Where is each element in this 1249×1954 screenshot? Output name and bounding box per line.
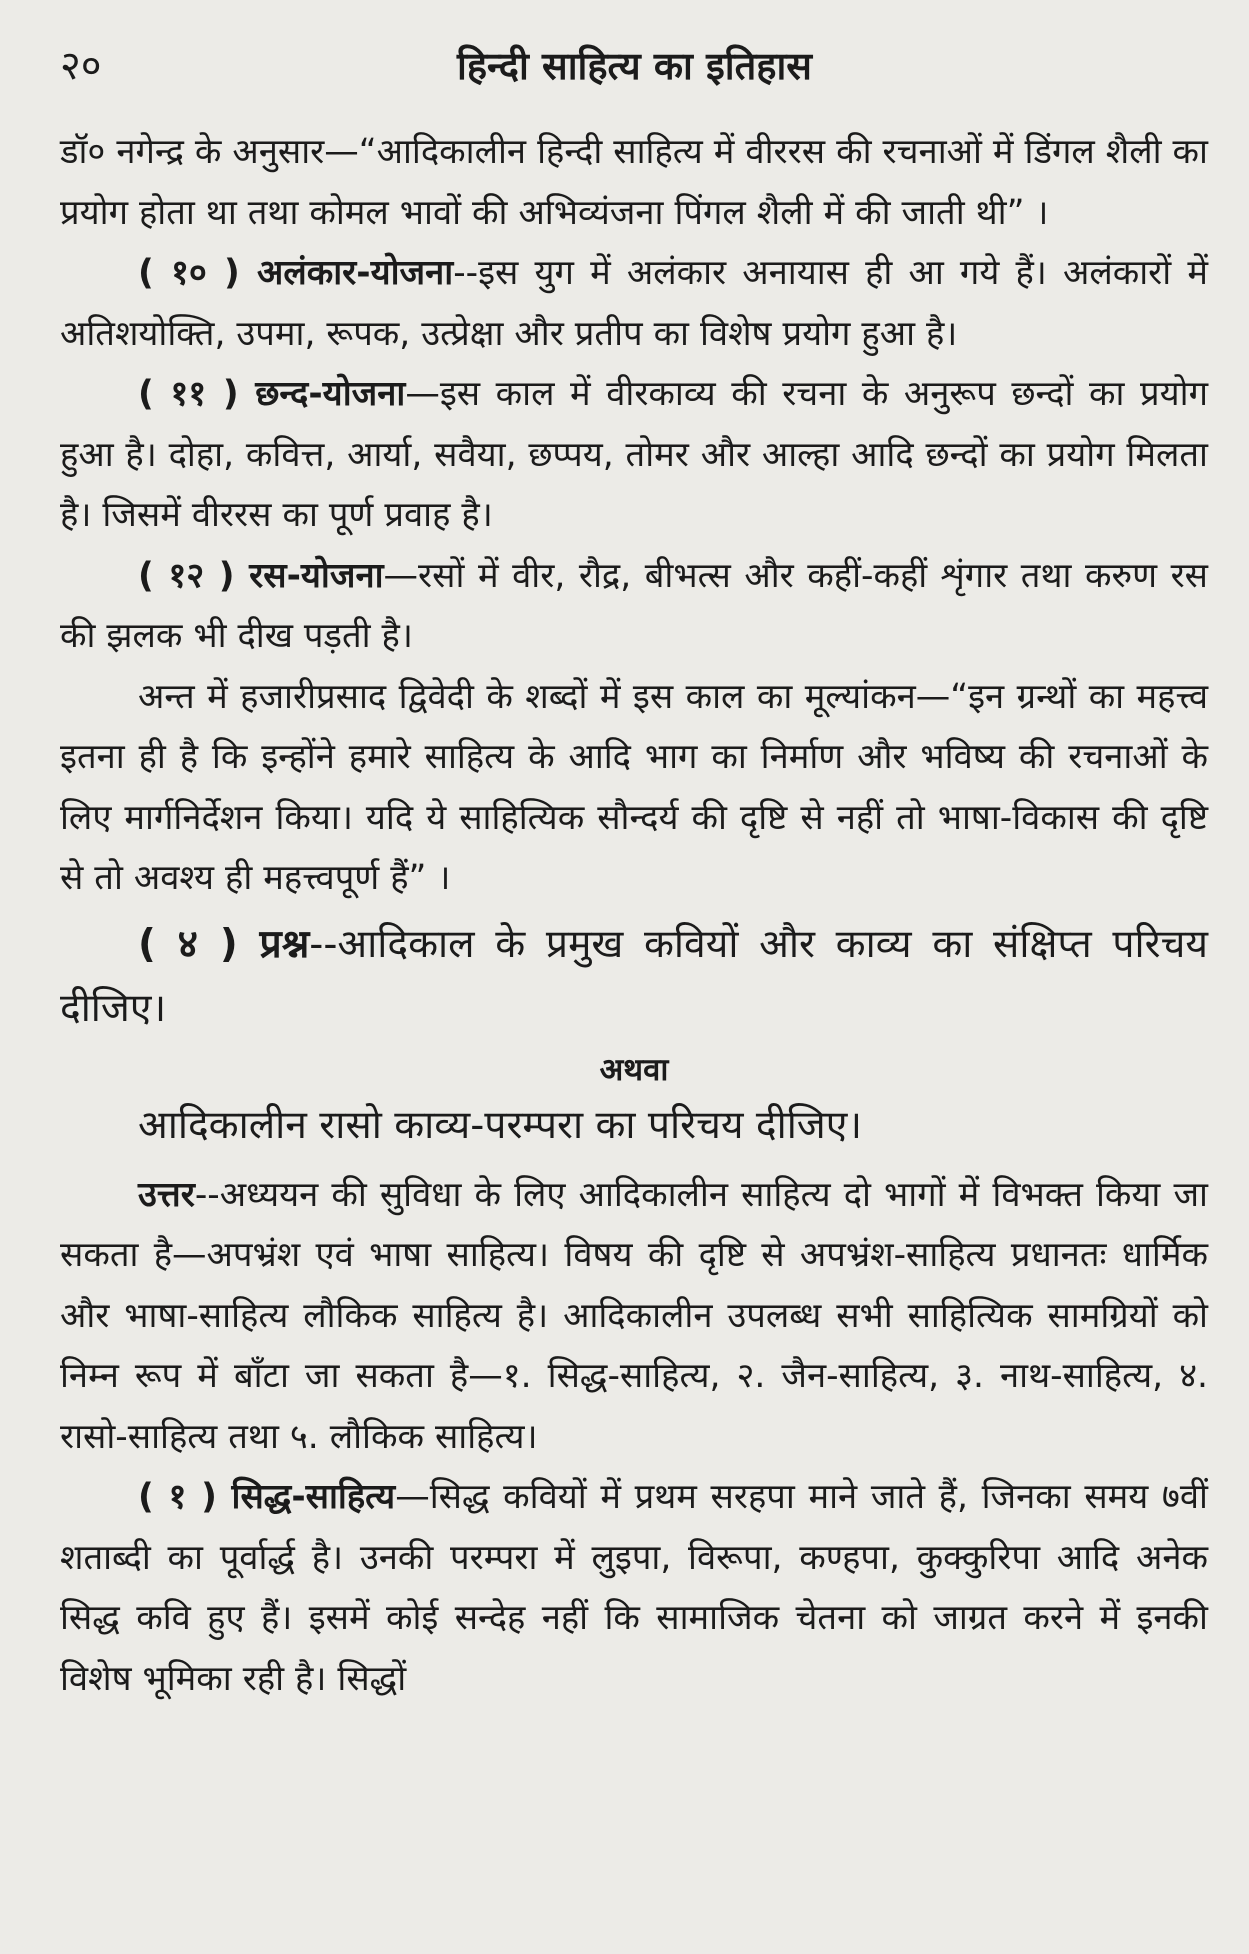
paragraph-alankar-yojana [60, 243, 1208, 364]
answer-paragraph [60, 1165, 1208, 1468]
section-heading-siddh: ( १ ) सिद्ध-साहित्य [138, 1477, 396, 1517]
question-4 [60, 913, 1208, 1041]
paragraph-chhand-yojana [60, 364, 1208, 546]
alternate-question: आदिकालीन रासो काव्य-परम्परा का परिचय दीजिए। [138, 1102, 863, 1148]
paragraph-text: डॉ० नगेन्द्र के अनुसार—“आदिकालीन हिन्दी साहित्य में वीररस की रचनाओं में डिंगल शैली का प्रयोग होता था तथा कोमल भावों की अभिव्यंजना पिंगल शैली में की जाती थी” । [60, 132, 1208, 233]
section-heading-ras: ( १२ ) रस-योजना [138, 555, 384, 596]
paragraph-ras-yojana [60, 546, 1208, 667]
paragraph-text: —सिद्ध कवियों में प्रथम सरहपा माने जाते हैं, जिनका समय ७वीं शताब्दी का पूर्वार्द्ध है। उनकी परम्परा में लुइपा, विरूपा, कण्हपा, कुक्कुरिपा आदि अनेक सिद्ध कवि हुए हैं। इसमें कोई सन्देह नहीं कि सामाजिक चेतना को जाग्रत करने में इनकी विशेष भूमिका रही है। सिद्धों [60, 1477, 1208, 1699]
section-heading-alankar: ( १० ) अलंकार-योजना [138, 253, 454, 293]
question-label: ( ४ ) प्रश्न [138, 921, 310, 967]
question-text: --आदिकाल के प्रमुख कवियों और काव्य का संक्षिप्त परिचय दीजिए। [60, 921, 1208, 1031]
running-title: हिन्दी साहित्य का इतिहास [457, 44, 812, 88]
page-header [60, 36, 1209, 96]
answer-label: उत्तर [138, 1174, 195, 1215]
body-text [60, 122, 1208, 1709]
athava-separator: अथवा [599, 1051, 669, 1088]
paragraph-text: —इस काल में वीरकाव्य की रचना के अनुरूप छन्दों का प्रयोग हुआ है। दोहा, कवित्त, आर्या, सवैया, छप्पय, तोमर और आल्हा आदि छन्दों का प्रयोग मिलता है। जिसमें वीररस का पूर्ण प्रवाह है। [60, 374, 1208, 535]
paragraph-text: अन्त में हजारीप्रसाद द्विवेदी के शब्दों में इस काल का मूल्यांकन—“इन ग्रन्थों का महत्त्व इतना ही है कि इन्होंने हमारे साहित्य के आदि भाग का निर्माण और भविष्य की रचनाओं के लिए मार्गनिर्देशन किया। यदि ये साहित्यिक सौन्दर्य की दृष्टि से नहीं तो भाषा-विकास की दृष्टि से तो अवश्य ही महत्त्वपूर्ण हैं” । [60, 676, 1208, 898]
paragraph-text: —रसों में वीर, रौद्र, बीभत्स और कहीं-कहीं शृंगार तथा करुण रस की झलक भी दीख पड़ती है। [60, 555, 1208, 656]
paragraph-dwivedi-evaluation [60, 667, 1208, 909]
paragraph-text: --अध्ययन की सुविधा के लिए आदिकालीन साहित्य दो भागों में विभक्त किया जा सकता है—अपभ्रंश एवं भाषा साहित्य। विषय की दृष्टि से अपभ्रंश-साहित्य प्रधानतः धार्मिक और भाषा-साहित्य लौकिक साहित्य है। आदिकालीन उपलब्ध सभी साहित्यिक सामग्रियों को निम्न रूप में बाँटा जा सकता है—१. सिद्ध-साहित्य, २. जैन-साहित्य, ३. नाथ-साहित्य, ४. रासो-साहित्य तथा ५. लौकिक साहित्य। [60, 1174, 1208, 1457]
paragraph-nagendra-quote [60, 122, 1208, 243]
section-heading-chhand: ( ११ ) छन्द-योजना [138, 374, 406, 414]
paragraph-siddh-sahitya [60, 1467, 1208, 1709]
page-number: २० [60, 43, 102, 89]
paragraph-text: --इस युग में अलंकार अनायास ही आ गये हैं। अलंकारों में अतिशयोक्ति, उपमा, रूपक, उत्प्रेक्षा और प्रतीप का विशेष प्रयोग हुआ है। [60, 253, 1208, 354]
